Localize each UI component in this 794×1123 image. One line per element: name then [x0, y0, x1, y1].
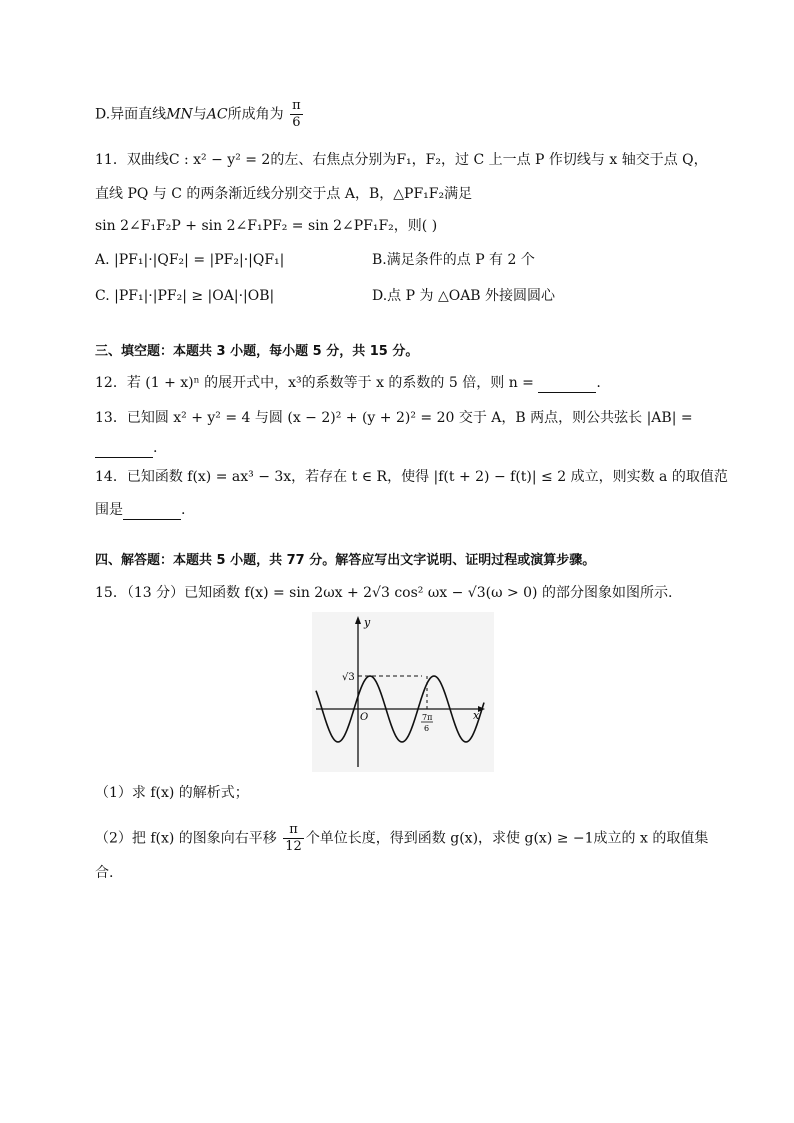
- origin-label: O: [360, 712, 369, 723]
- q15-part1: （1）求 f(x) 的解析式；: [95, 785, 249, 801]
- frac-num: π: [292, 98, 301, 113]
- frac-den: 6: [292, 115, 301, 130]
- q15-statement: 15．（13 分）已知函数 f(x) = sin 2ωx + 2√3 cos² ωx − √3(ω > 0) 的部分图象如图所示.: [95, 585, 673, 601]
- prev-option-d: [95, 98, 305, 131]
- q15-part2-end: 合.: [95, 865, 114, 881]
- fraction-pi-6: [290, 98, 303, 131]
- option-d-tail: 所成角为: [227, 106, 284, 123]
- q11-option-b[interactable]: B.满足条件的点 P 有 2 个: [372, 252, 535, 268]
- tick-numerator: 7π: [422, 713, 433, 722]
- sqrt3-label: √3: [342, 672, 355, 683]
- fraction-pi-12: [283, 822, 304, 855]
- frac-num-pi: π: [283, 822, 304, 839]
- line-ac: AC: [206, 106, 228, 123]
- q14-end: .: [181, 502, 186, 518]
- line-mn: MN: [166, 106, 193, 123]
- q11-line1: 11．双曲线C : x² − y² = 2的左、右焦点分别为F₁，F₂，过 C 上一点 P 作切线与 x 轴交于点 Q，: [95, 152, 708, 168]
- q11-option-c[interactable]: C. |PF₁|·|PF₂| ≥ |OA|·|OB|: [95, 288, 275, 304]
- q14-text2: 围是: [95, 502, 123, 518]
- q11-option-a[interactable]: A. |PF₁|·|QF₂| = |PF₂|·|QF₁|: [95, 252, 285, 268]
- q12-end: .: [596, 375, 601, 391]
- q15-part2-b: 个单位长度，得到函数 g(x)，求使 g(x) ≥ −1成立的 x 的取值集: [305, 830, 709, 847]
- graph-background: [312, 612, 494, 772]
- section3-heading: 三、填空题：本题共 3 小题，每小题 5 分，共 15 分。: [95, 344, 419, 359]
- frac-den-12: 12: [285, 839, 302, 854]
- q11-line3: sin 2∠F₁F₂P + sin 2∠F₁PF₂ = sin 2∠PF₁F₂，则( ): [95, 218, 438, 234]
- q11-line2: 直线 PQ 与 C 的两条渐近线分别交于点 A，B，△PF₁F₂满足: [95, 186, 473, 202]
- q13-line: 13．已知圆 x² + y² = 4 与圆 (x − 2)² + (y + 2)² = 20 交于 A，B 两点，则公共弦长 |AB| =: [95, 410, 693, 426]
- q13-answer-blank[interactable]: [95, 443, 153, 458]
- q12-line: [95, 373, 601, 393]
- tick-denominator: 6: [424, 724, 430, 733]
- q13-blank-line: [95, 438, 157, 458]
- q14-line1: 14．已知函数 f(x) = ax³ − 3x，若存在 t ∈ R，使得 |f(t + 2) − f(t)| ≤ 2 成立，则实数 a 的取值范: [95, 469, 728, 485]
- option-d-label: D.异面直线: [95, 106, 167, 123]
- q12-answer-blank[interactable]: [538, 378, 596, 393]
- q12-text: 12．若 (1 + x)ⁿ 的展开式中，x³的系数等于 x 的系数的 5 倍，则 n =: [95, 375, 534, 391]
- section4-heading: 四、解答题：本题共 5 小题，共 77 分。解答应写出文字说明、证明过程或演算步骤。: [95, 553, 596, 568]
- q14-line2: [95, 500, 185, 520]
- q13-end: .: [153, 440, 158, 456]
- option-d-mid: 与: [192, 106, 207, 123]
- q11-option-d[interactable]: D.点 P 为 △OAB 外接圆圆心: [372, 288, 556, 304]
- q14-answer-blank[interactable]: [123, 505, 181, 520]
- q15-part2: [95, 822, 708, 855]
- q15-part2-a: （2）把 f(x) 的图象向右平移: [95, 830, 277, 847]
- sine-graph-figure: [312, 612, 494, 772]
- y-axis-label: y: [364, 616, 371, 629]
- x-axis-label: x: [473, 709, 480, 722]
